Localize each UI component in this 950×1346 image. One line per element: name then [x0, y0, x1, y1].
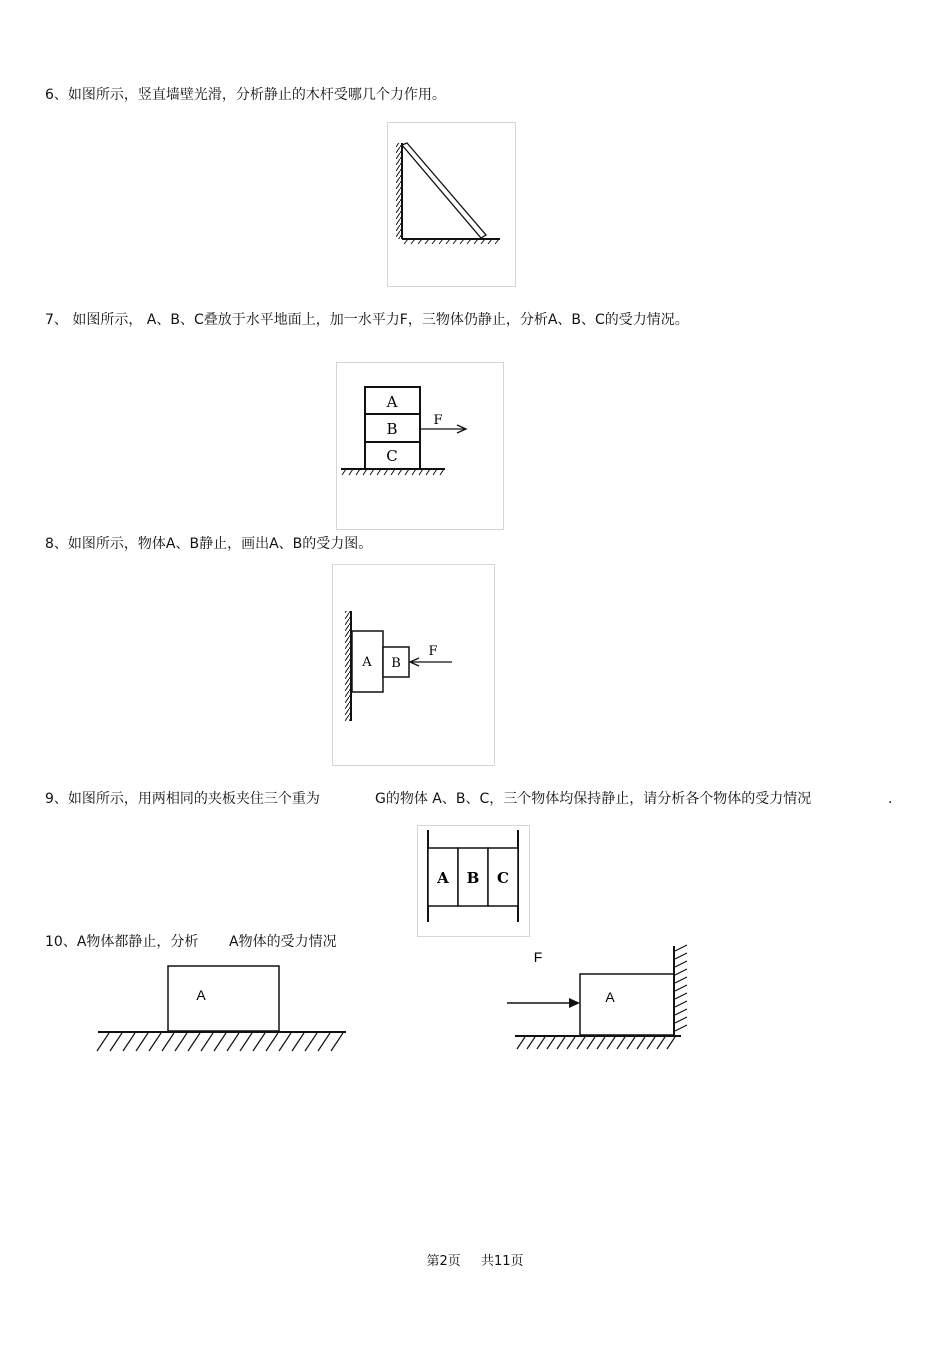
page-number: 第2页: [426, 1254, 461, 1269]
block-a: [580, 974, 674, 1035]
figure-8-blocks-pressed-on-wall: [332, 564, 495, 766]
label-a: A: [386, 393, 398, 411]
question-10-part2: A物体的受力情况: [229, 934, 337, 950]
figure-10-block-on-ground: [95, 960, 355, 1055]
question-6: 6、如图所示，竖直墙壁光滑，分析静止的木杆受哪几个力作用。: [45, 87, 446, 103]
force-label-f: F: [428, 644, 438, 659]
page-total: 共11页: [480, 1254, 524, 1269]
label-b: B: [391, 656, 401, 671]
question-7: 7、 如图所示， A、B、C叠放于水平地面上，加一水平力F，三物体仍静止，分析A、B、C的受力情况。: [45, 312, 689, 328]
figure-8-drawing: [333, 565, 494, 765]
question-8: 8、如图所示，物体A、B静止，画出A、B的受力图。: [45, 536, 373, 552]
figure-10-block-pushed-to-wall: [505, 943, 695, 1055]
wooden-rod: [402, 143, 486, 238]
wall-hatching: [675, 945, 687, 1031]
label-c: C: [386, 447, 398, 465]
label-b: B: [466, 869, 480, 887]
label-a: A: [605, 989, 615, 1005]
figure-9-drawing: [418, 826, 529, 936]
wall-hatching: [345, 611, 351, 721]
figure-6-drawing: [388, 123, 515, 286]
figure-7-stacked-blocks: [336, 362, 504, 530]
force-label-f: F: [433, 413, 443, 428]
force-label-f: F: [533, 949, 543, 965]
question-9-part2: G的物体 A、B、C，三个物体均保持静止，请分析各个物体的受力情况: [375, 791, 812, 807]
wall-hatching: [396, 143, 402, 239]
label-a: A: [196, 987, 206, 1003]
page-footer: [0, 1250, 950, 1269]
question-10-part1: 10、A物体都静止，分析: [45, 934, 199, 950]
question-9-end: .: [888, 791, 893, 807]
figure-9-clamped-blocks: [417, 825, 530, 937]
ground-hatching: [517, 1037, 675, 1049]
force-arrow-head: [569, 998, 580, 1008]
label-a: A: [362, 655, 372, 670]
label-b: B: [386, 420, 398, 438]
question-9-part1: 9、如图所示，用两相同的夹板夹住三个重为: [45, 791, 320, 807]
label-a: A: [437, 869, 449, 887]
figure-7-drawing: [337, 363, 503, 529]
ground-hatching: [97, 1033, 343, 1051]
figure-6-rod-against-wall: [387, 122, 516, 287]
block-a: [168, 966, 279, 1031]
label-c: C: [497, 869, 509, 887]
